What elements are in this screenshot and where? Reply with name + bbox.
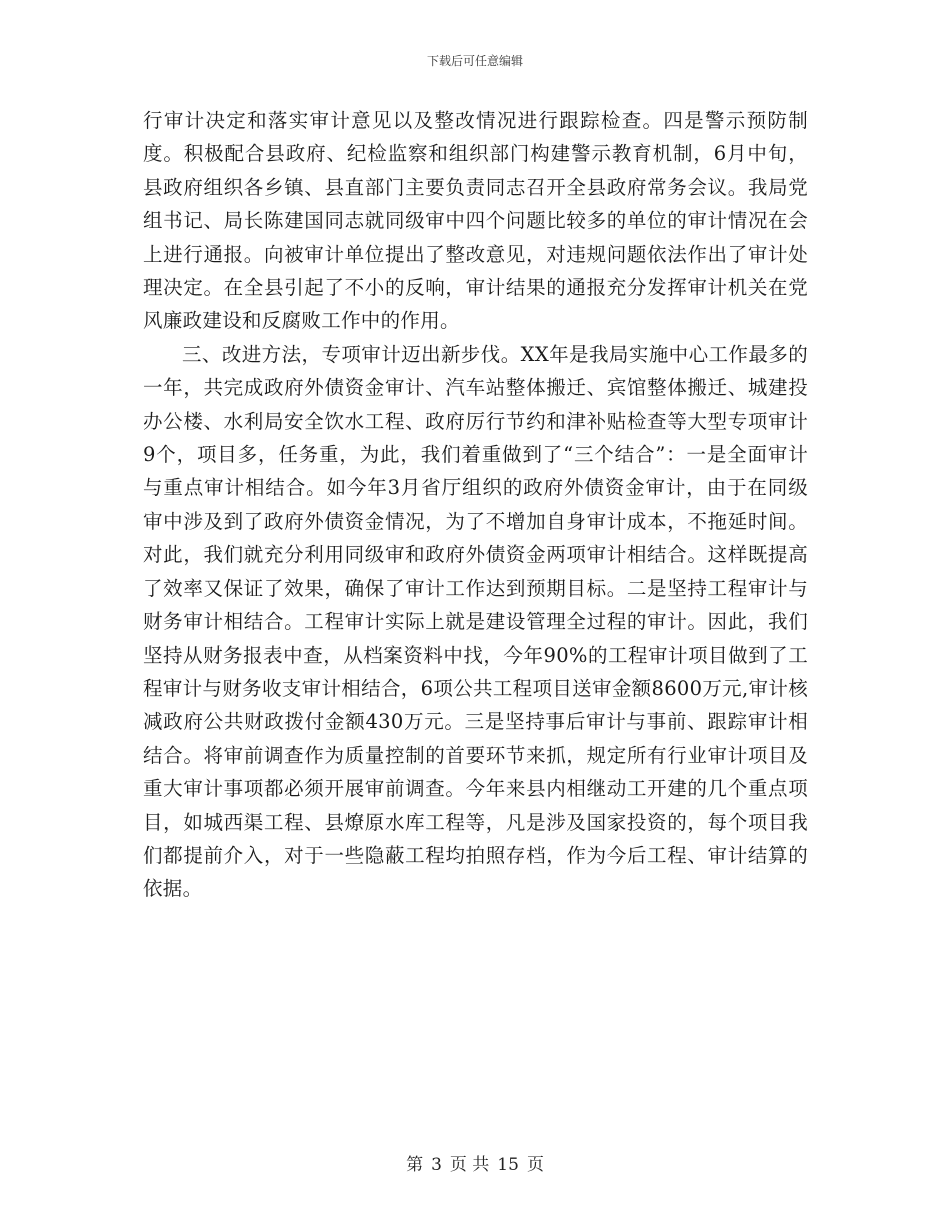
total-pages-number: 15 (497, 1155, 519, 1175)
page-header (0, 53, 950, 69)
footer-middle: 页 共 (449, 1155, 490, 1175)
page-footer (0, 1154, 950, 1176)
document-body (143, 104, 808, 906)
paragraph-continuation: 行审计决定和落实审计意见以及整改情况进行跟踪检查。四是警示预防制度。积极配合县政府、纪检监察和组织部门构建警示教育机制，6月中旬，县政府组织各乡镇、县直部门主要负责同志召开全县政府常务会议。我局党组书记、局长陈建国同志就同级审中四个问题比较多的单位的审计情况在会上进行通报。向被审计单位提出了整改意见，对违规问题依法作出了审计处理决定。在全县引起了不小的反响，审计结果的通报充分发挥审计机关在党风廉政建设和反腐败工作中的作用。 (143, 109, 808, 333)
current-page-number: 3 (431, 1155, 442, 1175)
footer-suffix: 页 (526, 1155, 544, 1175)
paragraph-section-three: 三、改进方法，专项审计迈出新步伐。XX年是我局实施中心工作最多的一年，共完成政府外债资金审计、汽车站整体搬迁、宾馆整体搬迁、城建投办公楼、水利局安全饮水工程、政府厉行节约和津补贴检查等大型专项审计9个，项目多，任务重，为此，我们着重做到了“三个结合”：一是全面审计与重点审计相结合。如今年3月省厅组织的政府外债资金审计，由于在同级审中涉及到了政府外债资金情况，为了不增加自身审计成本，不拖延时间。对此，我们就充分利用同级审和政府外债资金两项审计相结合。这样既提高了效率又保证了效果，确保了审计工作达到预期目标。二是坚持工程审计与财务审计相结合。工程审计实际上就是建设管理全过程的审计。因此，我们坚持从财务报表中查，从档案资料中找，今年90%的工程审计项目做到了工程审计与财务收支审计相结合，6项公共工程项目送审金额8600万元,审计核减政府公共财政拨付金额430万元。三是坚持事后审计与事前、跟踪审计相结合。将审前调查作为质量控制的首要环节来抓，规定所有行业审计项目及重大审计事项都必须开展审前调查。今年来县内相继动工开建的几个重点项目，如城西渠工程、县燎原水库工程等，凡是涉及国家投资的，每个项目我们都提前介入，对于一些隐蔽工程均拍照存档，作为今后工程、审计结算的依据。 (143, 342, 808, 901)
footer-prefix: 第 (406, 1155, 424, 1175)
header-text: 下载后可任意编辑 (426, 54, 523, 68)
